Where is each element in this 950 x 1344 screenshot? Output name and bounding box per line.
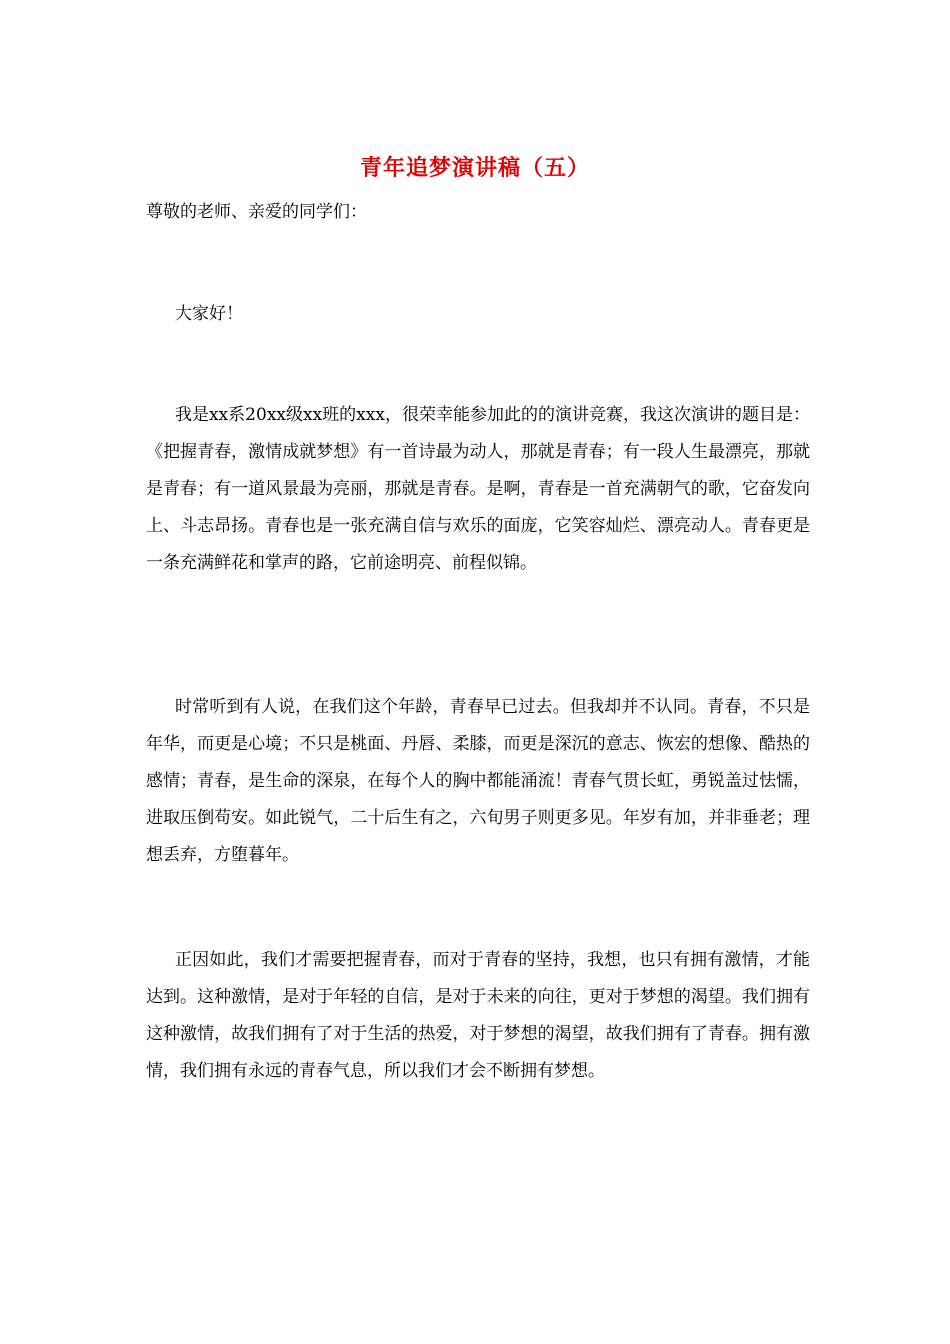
salutation: 尊敬的老师、亲爱的同学们： <box>146 202 367 222</box>
body-paragraph-1: 我是xx系20xx级xx班的xxx，很荣幸能参加此的的演讲竞赛，我这次演讲的题目是：《把握青春，激情成就梦想》有一首诗最为动人，那就是青春；有一段人生最漂亮，那就是青春；有一道风景最为亮丽，那就是青春。是啊，青春是一首充满朝气的歌，它奋发向上、斗志昂扬。青春也是一张充满自信与欢乐的面庞，它笑容灿烂、漂亮动人。青春更是一条充满鲜花和掌声的路，它前途明亮、前程似锦。 <box>146 405 810 573</box>
greeting-paragraph: 大家好！ <box>175 304 243 324</box>
body-paragraph-2: 时常听到有人说，在我们这个年龄，青春早已过去。但我却并不认同。青春，不只是年华，而更是心境；不只是桃面、丹唇、柔膝，而更是深沉的意志、恢宏的想像、酷热的感情；青春，是生命的深泉，在每个人的胸中都能涌流！青春气贯长虹，勇锐盖过怯懦，进取压倒苟安。如此锐气，二十后生有之，六旬男子则更多见。年岁有加，并非垂老；理想丢弃，方堕暮年。 <box>146 697 810 865</box>
document-title: 青年追梦演讲稿（五） <box>359 155 590 181</box>
body-paragraph-3: 正因如此，我们才需要把握青春，而对于青春的坚持，我想，也只有拥有激情，才能达到。这种激情，是对于年轻的自信，是对于未来的向往，更对于梦想的渴望。我们拥有这种激情，故我们拥有了对于生活的热爱，对于梦想的渴望，故我们拥有了青春。拥有激情，我们拥有永远的青春气息，所以我们才会不断拥有梦想。 <box>146 950 810 1081</box>
